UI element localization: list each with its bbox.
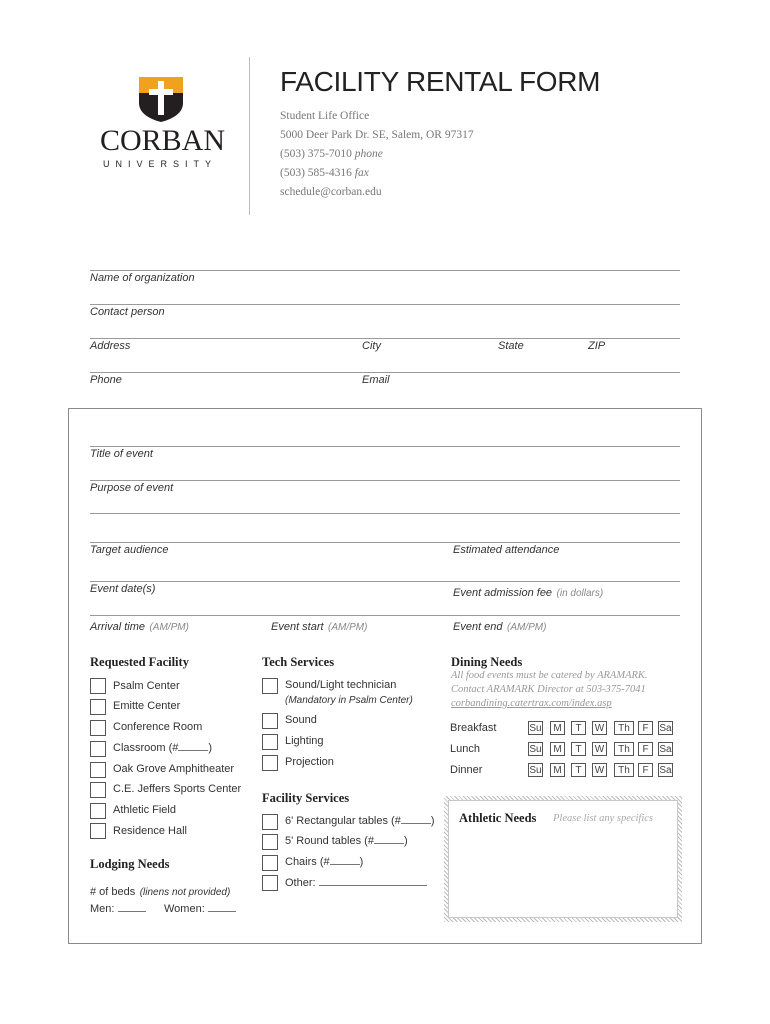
- beds-hint: (linens not provided): [139, 887, 231, 898]
- checkbox-residence-hall[interactable]: [90, 823, 106, 839]
- women-field: [164, 903, 236, 915]
- audience-field[interactable]: [90, 542, 680, 543]
- day-checkbox-lunch-w[interactable]: W: [592, 742, 607, 756]
- event-dates-label: Event date(s): [90, 583, 156, 595]
- day-checkbox-lunch-f[interactable]: F: [638, 742, 653, 756]
- checkbox-emitte-center[interactable]: [90, 699, 106, 715]
- dining-heading: Dining Needs: [451, 655, 523, 669]
- day-checkbox-breakfast-t[interactable]: T: [571, 721, 586, 735]
- checkbox-jeffers-center[interactable]: [90, 782, 106, 798]
- classroom-paren: ): [208, 742, 213, 754]
- women-blank[interactable]: [208, 911, 236, 912]
- day-checkbox-lunch-m[interactable]: M: [550, 742, 565, 756]
- option-psalm-center: Psalm Center: [113, 680, 180, 692]
- university-subtitle: UNIVERSITY: [102, 159, 217, 169]
- event-purpose-label: Purpose of event: [90, 482, 174, 494]
- admission-fee-hint: (in dollars): [556, 588, 604, 599]
- rect-tables-text: 6' Rectangular tables (#: [285, 815, 401, 827]
- event-dates-field[interactable]: [90, 581, 680, 582]
- option-classroom: [113, 742, 212, 754]
- shield-cross-icon: [137, 75, 185, 123]
- corban-logo: [100, 75, 226, 175]
- day-checkbox-lunch-th[interactable]: Th: [614, 742, 634, 756]
- organization-label: Name of organization: [90, 272, 195, 284]
- day-checkbox-dinner-t[interactable]: T: [571, 763, 586, 777]
- requested-facility-heading: Requested Facility: [90, 655, 189, 669]
- email-label-field: Email: [362, 374, 390, 386]
- start-text: Event start: [271, 621, 324, 633]
- day-checkbox-breakfast-w[interactable]: W: [592, 721, 607, 735]
- admission-fee-text: Event admission fee: [453, 587, 553, 599]
- athletic-hint: Please list any specifics: [553, 813, 654, 824]
- event-start-label: [271, 617, 367, 635]
- option-emitte-center: Emitte Center: [113, 700, 181, 712]
- dining-note-2: Contact ARAMARK Director at 503-375-7041: [451, 684, 646, 695]
- other-blank[interactable]: [319, 885, 427, 886]
- option-sound-light-tech: Sound/Light technician: [285, 679, 397, 691]
- men-label: Men:: [90, 903, 115, 915]
- end-text: Event end: [453, 621, 503, 633]
- option-other: [285, 877, 427, 889]
- event-purpose-extra-line[interactable]: [90, 513, 680, 514]
- option-jeffers-center: C.E. Jeffers Sports Center: [113, 783, 242, 795]
- office-address: 5000 Deer Park Dr. SE, Salem, OR 97317: [280, 129, 474, 141]
- university-name: CORBAN: [100, 124, 226, 157]
- checkbox-other[interactable]: [262, 875, 278, 891]
- checkbox-chairs[interactable]: [262, 855, 278, 871]
- office-phone: [280, 148, 383, 160]
- tech-mandatory-note: (Mandatory in Psalm Center): [285, 695, 413, 706]
- times-field[interactable]: [90, 615, 680, 616]
- option-projection: Projection: [285, 756, 334, 768]
- checkbox-classroom[interactable]: [90, 741, 106, 757]
- checkbox-sound-light-tech[interactable]: [262, 678, 278, 694]
- day-checkbox-dinner-su[interactable]: Su: [529, 765, 542, 776]
- zip-label: ZIP: [588, 340, 606, 352]
- arrival-text: Arrival time: [90, 621, 146, 633]
- checkbox-rect-tables[interactable]: [262, 814, 278, 830]
- phone-label-field: Phone: [90, 374, 122, 386]
- meal-dinner: Dinner: [450, 764, 483, 776]
- checkbox-oak-grove[interactable]: [90, 762, 106, 778]
- attendance-label: Estimated attendance: [453, 544, 560, 556]
- day-checkbox-breakfast-m[interactable]: M: [550, 721, 565, 735]
- women-label: Women:: [164, 903, 205, 915]
- men-blank[interactable]: [118, 911, 146, 912]
- organization-field[interactable]: [90, 270, 680, 271]
- day-checkbox-lunch-sa[interactable]: Sa: [659, 744, 672, 755]
- round-tables-blank[interactable]: [374, 843, 404, 844]
- option-athletic-field: Athletic Field: [113, 804, 176, 816]
- meal-lunch: Lunch: [450, 743, 480, 755]
- classroom-text: Classroom (#: [113, 742, 179, 754]
- event-title-label: Title of event: [90, 448, 153, 460]
- contact-person-field[interactable]: [90, 304, 680, 305]
- lodging-heading: Lodging Needs: [90, 857, 170, 871]
- day-checkbox-dinner-f[interactable]: F: [638, 763, 653, 777]
- option-residence-hall: Residence Hall: [113, 825, 187, 837]
- round-tables-text: 5' Round tables (#: [285, 835, 374, 847]
- arrival-ampm: (AM/PM): [149, 622, 189, 633]
- dining-note-1: All food events must be catered by ARAMARK.: [451, 670, 648, 681]
- audience-label: Target audience: [90, 544, 169, 556]
- option-sound: Sound: [285, 714, 317, 726]
- chairs-paren: ): [359, 856, 364, 868]
- day-checkbox-dinner-m[interactable]: M: [550, 763, 565, 777]
- arrival-time-label: [90, 617, 189, 635]
- day-checkbox-breakfast-th[interactable]: Th: [614, 721, 634, 735]
- page-title: FACILITY RENTAL FORM: [280, 66, 601, 97]
- phone-label: phone: [354, 148, 383, 160]
- round-tables-paren: ): [403, 835, 408, 847]
- checkbox-sound[interactable]: [262, 713, 278, 729]
- day-checkbox-breakfast-f[interactable]: F: [638, 721, 653, 735]
- rect-tables-paren: ): [430, 815, 435, 827]
- event-end-label: [453, 617, 546, 635]
- event-title-field[interactable]: [90, 446, 680, 447]
- option-chairs: [285, 856, 363, 868]
- phone-email-field[interactable]: [90, 372, 680, 373]
- option-rect-tables: [285, 815, 435, 827]
- day-checkbox-breakfast-su[interactable]: Su: [529, 723, 542, 734]
- other-text: Other:: [285, 877, 316, 889]
- option-lighting: Lighting: [285, 735, 324, 747]
- address-label: Address: [90, 340, 131, 352]
- end-ampm: (AM/PM): [507, 622, 547, 633]
- header-divider: [249, 57, 250, 215]
- checkbox-athletic-field[interactable]: [90, 803, 106, 819]
- fax-label: fax: [354, 167, 369, 179]
- dining-link[interactable]: corbandining.catertrax.com/index.asp: [451, 698, 612, 709]
- chairs-text: Chairs (#: [285, 856, 330, 868]
- admission-fee-label: [453, 583, 603, 601]
- classroom-number-blank[interactable]: [178, 750, 208, 751]
- checkbox-psalm-center[interactable]: [90, 678, 106, 694]
- office-name: Student Life Office: [280, 110, 370, 122]
- address-field[interactable]: [90, 338, 680, 339]
- meal-breakfast: Breakfast: [450, 722, 497, 734]
- beds-text: # of beds: [90, 886, 136, 898]
- beds-label: [90, 882, 230, 900]
- chairs-blank[interactable]: [330, 864, 360, 865]
- tech-services-heading: Tech Services: [262, 655, 335, 669]
- start-ampm: (AM/PM): [328, 622, 368, 633]
- option-round-tables: [285, 835, 408, 847]
- office-fax: [280, 167, 369, 179]
- event-purpose-field[interactable]: [90, 480, 680, 481]
- day-checkbox-dinner-th[interactable]: Th: [614, 763, 634, 777]
- day-checkbox-lunch-t[interactable]: T: [571, 742, 586, 756]
- contact-person-label: Contact person: [90, 306, 165, 318]
- phone-number: (503) 375-7010: [280, 148, 352, 160]
- checkbox-conference-room[interactable]: [90, 720, 106, 736]
- state-label: State: [498, 340, 524, 352]
- men-field: [90, 903, 146, 915]
- fax-number: (503) 585-4316: [280, 167, 352, 179]
- rect-tables-blank[interactable]: [401, 823, 431, 824]
- day-checkbox-lunch-su[interactable]: Su: [529, 744, 542, 755]
- day-checkbox-breakfast-sa[interactable]: Sa: [659, 723, 672, 734]
- option-oak-grove: Oak Grove Amphitheater: [113, 763, 235, 775]
- office-email: schedule@corban.edu: [280, 186, 382, 198]
- checkbox-round-tables[interactable]: [262, 834, 278, 850]
- day-checkbox-dinner-sa[interactable]: Sa: [659, 765, 672, 776]
- checkbox-lighting[interactable]: [262, 734, 278, 750]
- facility-services-heading: Facility Services: [262, 791, 350, 805]
- option-conference-room: Conference Room: [113, 721, 203, 733]
- city-label: City: [362, 340, 381, 352]
- day-checkbox-dinner-w[interactable]: W: [592, 763, 607, 777]
- athletic-heading: Athletic Needs: [459, 811, 537, 825]
- checkbox-projection[interactable]: [262, 755, 278, 771]
